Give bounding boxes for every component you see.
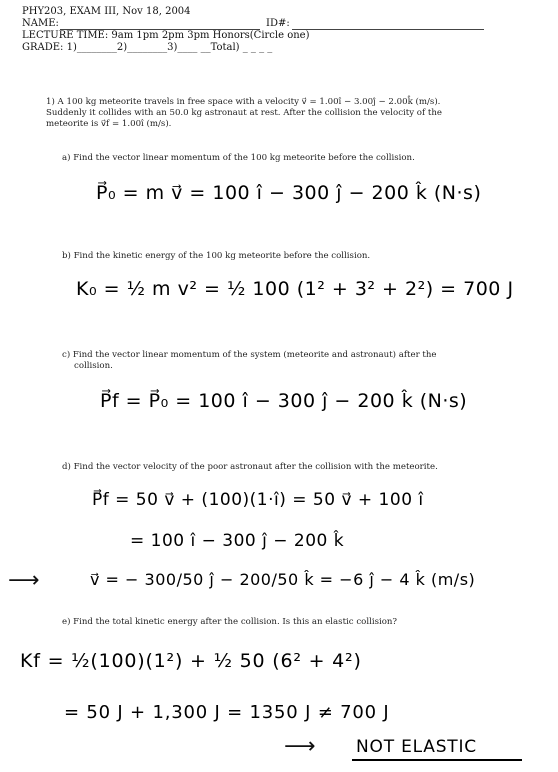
conclusion-underline — [352, 759, 522, 761]
answer-b: K₀ = ½ m v² = ½ 100 (1² + 3² + 2²) = 700 J — [76, 278, 514, 300]
question-a: a) Find the vector linear momentum of the 100 kg meteorite before the collision. — [62, 153, 415, 163]
lecture-time: LECTURE TIME: 9am 1pm 2pm 3pm Honors(Circle one) — [22, 30, 310, 41]
answer-c: P⃗f = P⃗₀ = 100 î − 300 ĵ − 200 k̂ (N·s) — [100, 390, 468, 412]
name-label: NAME: — [22, 18, 59, 29]
id-line — [292, 29, 484, 30]
arrow-icon: ⟶ — [284, 734, 316, 759]
question-d: d) Find the vector velocity of the poor astronaut after the collision with the meteorite. — [62, 462, 438, 472]
answer-e-conclusion: NOT ELASTIC — [356, 737, 477, 757]
answer-d-line2: = 100 î − 300 ĵ − 200 k̂ — [130, 531, 345, 551]
question-c-line1: c) Find the vector linear momentum of the system (meteorite and astronaut) after the — [62, 350, 437, 360]
question-e: e) Find the total kinetic energy after the collision. Is this an elastic collision? — [62, 617, 398, 627]
problem-intro-line2: Suddenly it collides with an 50.0 kg astronaut at rest. After the collision the velocity of the — [46, 108, 442, 118]
answer-e-line2: = 50 J + 1,300 J = 1350 J ≠ 700 J — [64, 702, 390, 723]
exam-title: PHY203, EXAM III, Nov 18, 2004 — [22, 6, 191, 17]
question-c-line2: collision. — [74, 361, 113, 371]
answer-d-line3: v⃗ = − 300/50 ĵ − 200/50 k̂ = −6 ĵ − 4 k̂ (m/s) — [90, 570, 476, 589]
arrow-icon: ⟶ — [8, 568, 40, 593]
question-b: b) Find the kinetic energy of the 100 kg meteorite before the collision. — [62, 251, 371, 261]
answer-d-line1: P⃗f = 50 v⃗ + (100)(1·î) = 50 v⃗ + 100 î — [92, 490, 424, 510]
answer-e-line1: Kf = ½(100)(1²) + ½ 50 (6² + 4²) — [20, 650, 362, 672]
problem-intro-line3: meteorite is v⃗f = 1.00î (m/s). — [46, 119, 172, 129]
answer-a: P⃗₀ = m v⃗ = 100 î − 300 ĵ − 200 k̂ (N·s) — [96, 182, 482, 204]
id-label: ID#: — [266, 18, 290, 29]
problem-intro-line1: 1) A 100 kg meteorite travels in free space with a velocity v⃗ = 1.00î − 3.00ĵ − 2.00k̂ (m/s). — [46, 97, 441, 107]
grade-line: GRADE: 1)________2)________3)____ __Total) _ _ _ _ — [22, 42, 273, 53]
